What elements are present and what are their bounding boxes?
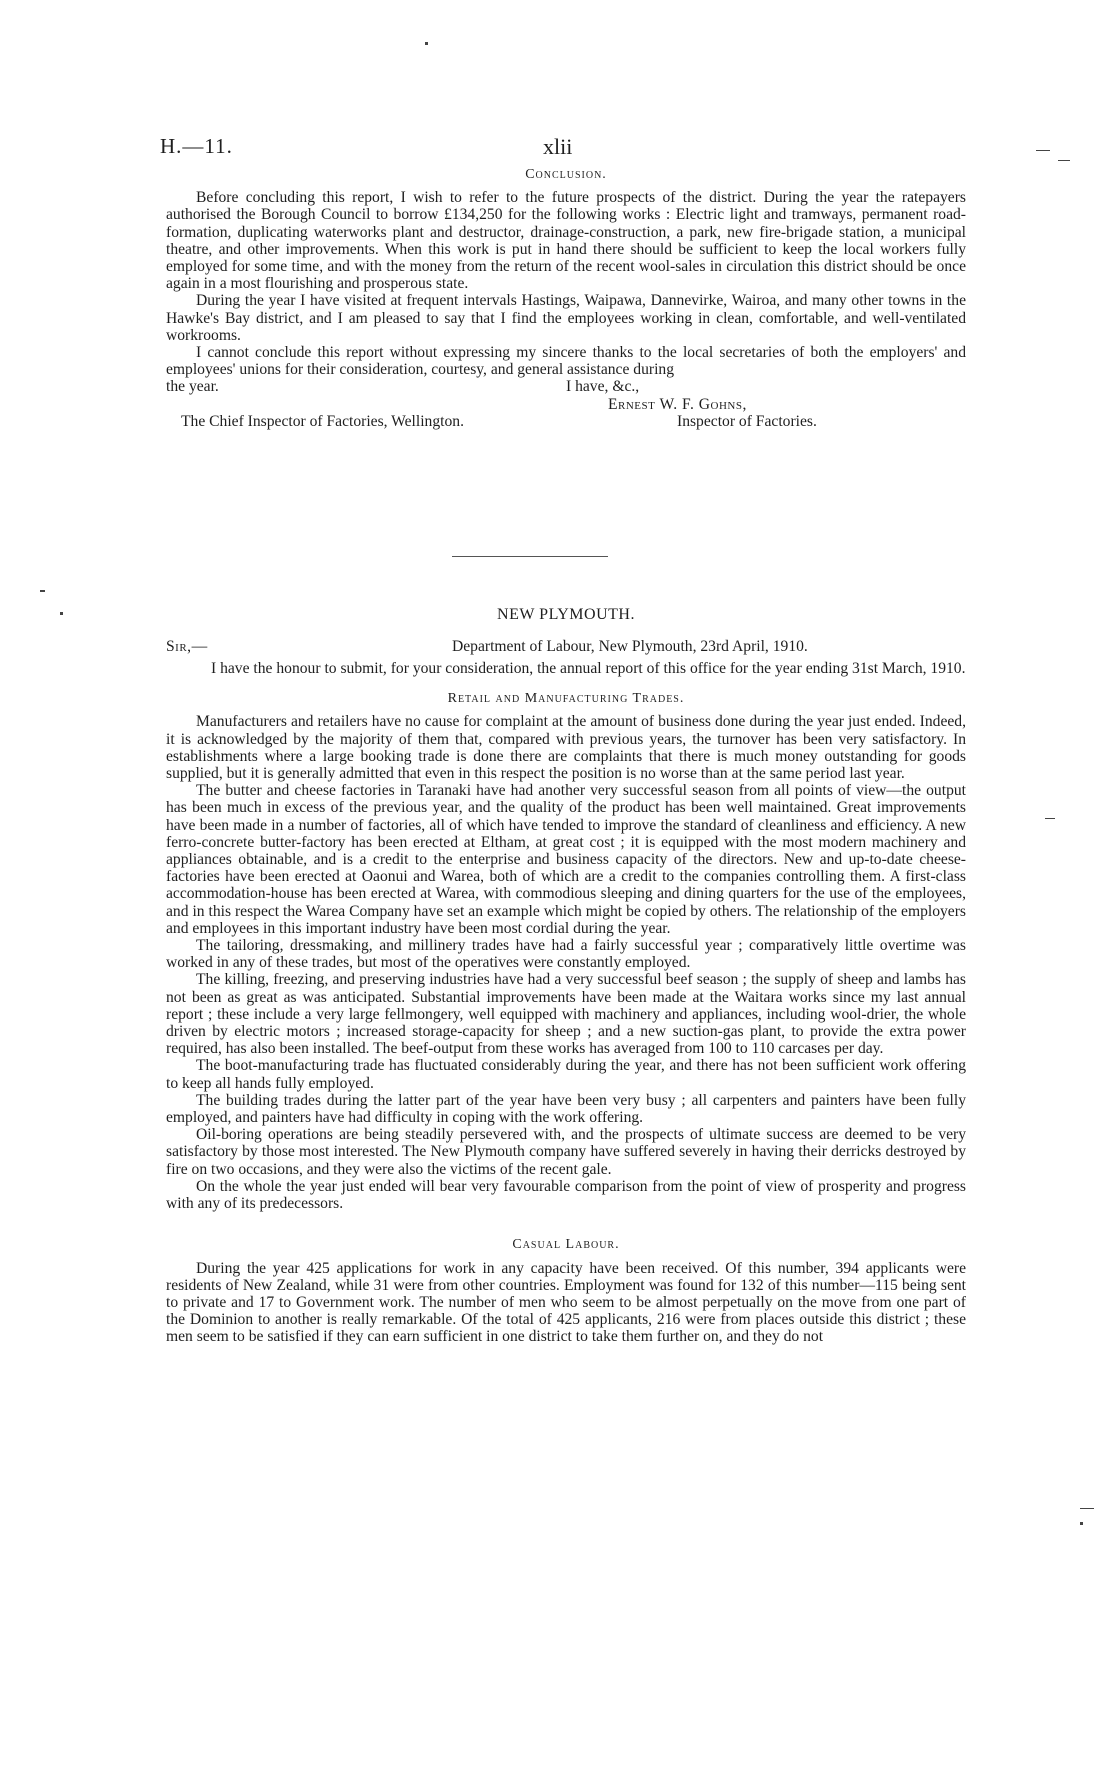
addressee: The Chief Inspector of Factories, Wellington. [181, 412, 464, 430]
signatory-title: Inspector of Factories. [677, 412, 817, 430]
scan-speck [1080, 1522, 1083, 1525]
closing-phrase: I have, &c., [566, 378, 640, 396]
scan-speck [1058, 160, 1070, 161]
last-line: the year. [166, 378, 219, 396]
salutation: Sir,— [166, 638, 208, 655]
paragraph: On the whole the year just ended will bear very favourable comparison from the point of view of prosperity and progress with any of its predecessors. [166, 1177, 966, 1213]
intro-paragraph: I have the honour to submit, for your consideration, the annual report of this office for the year ending 31st March, 1910. [211, 660, 966, 677]
paragraph: Manufacturers and retailers have no cause for complaint at the amount of business done during the year just ended. Indeed, it is acknowledged by the majority of them that, compared with previous years, the turnover has been very satisfactory. In establishments where a large booking trade is done there are complaints that there is much money outstanding for goods supplied, but it is generally admitted that even in this respect the position is no worse than at the same period last year. [166, 713, 966, 783]
paragraph: The killing, freezing, and preserving industries have had a very successful beef season ; the supply of sheep and lambs has not been as great as was anticipated. Substantial improvements have been made at the Waitara works since my last annual report ; these include a very large fellmongery, well equipped with machinery and appliances, including wool-drier, the whole driven by electric motors ; increased storage-capacity for sheep ; and a new suction-gas plant, to provide the extra power required, has also been installed. The beef-output from these works has averaged from 100 to 110 carcases per day. [166, 971, 966, 1058]
scan-speck [1080, 1508, 1094, 1509]
scan-speck [425, 42, 428, 45]
paragraph: The building trades during the latter part of the year have been very busy ; all carpenters and painters have been fully employed, and painters have had difficulty in coping with the work offering. [166, 1091, 966, 1127]
paragraph: I cannot conclude this report without expressing my sincere thanks to the local secretaries of both the employers' and employees' unions for their consideration, courtesy, and general assistance during [166, 344, 966, 379]
dateline: Department of Labour, New Plymouth, 23rd April, 1910. [452, 638, 808, 655]
dateline-row [166, 638, 966, 656]
paragraph: The tailoring, dressmaking, and millinery trades have had a fairly successful year ; comparatively little overtime was worked in any of these trades, but most of the operatives were constantly employed. [166, 937, 966, 972]
scan-speck [1045, 818, 1055, 819]
running-head [160, 134, 960, 164]
retail-heading: Retail and Manufacturing Trades. [447, 691, 685, 707]
scan-speck [1036, 150, 1050, 151]
report-reference: H.—11. [160, 134, 233, 158]
casual-heading: Casual Labour. [512, 1237, 620, 1253]
paragraph: Before concluding this report, I wish to refer to the future prospects of the district. During the year the ratepayers authorised the Borough Council to borrow £134,250 for the following works : Electric light and tramways, permanent road-formation, duplicating waterworks plant and destructor, drainage-construction, a park, new fire-brigade station, a municipal theatre, and other improvements. When this work is put in hand there should be sufficient to keep the local workers fully employed for some time, and with the money from the return of the recent wool-sales in circulation this district should be once again in a most flourishing and prosperous state. [166, 189, 966, 293]
paragraph: The butter and cheese factories in Taranaki have had another very successful season from all points of view—the output has been much in excess of the previous year, and the quality of the product has been well maintained. Great improvements have been made in a number of factories, all of which have tended to improve the standard of cleanliness and efficiency. A new ferro-concrete butter-factory has been erected at Eltham, at great cost ; it is equipped with the most modern machinery and appliances obtainable, and is a credit to the enterprise and business capacity of the directors. New and up-to-date cheese-factories have been erected at Oaonui and Warea, both of which are a credit to the companies controlling them. A first-class accommodation-house has been erected at Warea, with commodious sleeping and dining quarters for the use of the employees, and in this respect the Warea Company have set an example which might be copied by others. The relationship of the employers and employees in this important industry have been most cordial during the year. [166, 782, 966, 937]
page-number: xlii [543, 134, 573, 159]
scan-speck [40, 590, 45, 592]
address-row [166, 413, 966, 430]
conclusion-heading: Conclusion. [525, 167, 607, 182]
scan-speck [60, 612, 63, 615]
new-plymouth-section [166, 660, 966, 1346]
paragraph: The boot-manufacturing trade has fluctuated considerably during the year, and there has not been sufficient work offering to keep all hands fully employed. [166, 1057, 966, 1092]
closing-row [166, 378, 966, 395]
section-divider [452, 556, 608, 557]
paragraph: Oil-boring operations are being steadily persevered with, and the prospects of ultimate success are deemed to be very satisfactory by those most interested. The New Plymouth company have suffered severely in having their derricks destroyed by fire on two occasions, and they were also the victims of the recent gale. [166, 1126, 966, 1178]
signatory-name: Ernest W. F. Gohns, [608, 395, 747, 413]
paragraph: During the year I have visited at frequent intervals Hastings, Waipawa, Dannevirke, Wairoa, and many other towns in the Hawke's Bay district, and I am pleased to say that I find the employees working in clean, comfortable, and well-ventilated workrooms. [166, 292, 966, 344]
section-title: NEW PLYMOUTH. [497, 606, 635, 623]
signature-row [166, 396, 966, 413]
paragraph: During the year 425 applications for work in any capacity have been received. Of this number, 394 applicants were residents of New Zealand, while 31 were from other countries. Employment was found for 132 of this number—115 being sent to private and 17 to Government work. The number of men who seem to be almost perpetually on the move from one part of the Dominion to another is really remarkable. Of the total of 425 applicants, 216 were from places outside this district ; these men seem to be satisfied if they can earn sufficient in one district to take them further on, and they do not [166, 1259, 966, 1346]
conclusion-section [166, 166, 966, 430]
